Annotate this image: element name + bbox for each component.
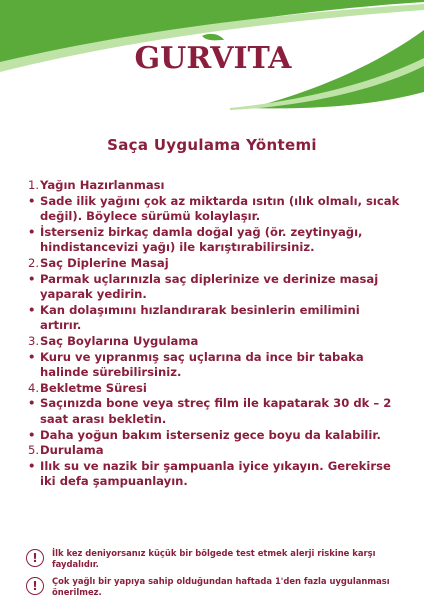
- bullet-text: Saçınızda bone veya streç film ile kapatarak 30 dk – 2 saat arası bekletin.: [40, 396, 392, 426]
- bullet-text: İsterseniz birkaç damla doğal yağ (ör. zeytinyağı, hindistancevizi yağı) ile karıştırabilirsiniz.: [40, 224, 363, 255]
- step-heading: [28, 443, 400, 459]
- warning-item: [26, 548, 396, 570]
- step-number: 2.: [28, 255, 40, 270]
- bullet-icon: •: [28, 302, 36, 317]
- step-heading: [28, 256, 400, 272]
- bullet-item: [28, 396, 400, 427]
- warning-text: Çok yağlı bir yapıya sahip olduğundan haftada 1'den fazla uygulanması önerilmez.: [52, 576, 390, 597]
- bullet-icon: •: [28, 427, 36, 442]
- bullet-item: [28, 350, 400, 381]
- bullet-icon: •: [28, 224, 36, 239]
- step-heading: [28, 334, 400, 350]
- bullet-icon: •: [28, 458, 36, 473]
- bullet-item: [28, 194, 400, 225]
- logo-leaf: [202, 34, 224, 40]
- bullet-item: [28, 225, 400, 256]
- bullet-text: Daha yoğun bakım isterseniz gece boyu da kalabilir.: [40, 427, 381, 442]
- bullet-icon: •: [28, 271, 36, 286]
- step-number: 4.: [28, 380, 40, 395]
- bullet-icon: •: [28, 349, 36, 364]
- step-number: 5.: [28, 443, 40, 458]
- step-title: Saç Diplerine Masaj: [40, 255, 169, 270]
- step-heading: [28, 178, 400, 194]
- logo-wordmark: GURVITA: [134, 41, 292, 76]
- bullet-icon: •: [28, 193, 36, 208]
- instructions: [28, 178, 400, 490]
- bullet-text: Kan dolaşımını hızlandırarak besinlerin emilimini artırır.: [40, 302, 360, 333]
- bullet-item: [28, 459, 400, 490]
- exclamation-icon: !: [26, 577, 44, 595]
- bullet-icon: •: [28, 396, 36, 411]
- step-heading: [28, 381, 400, 397]
- warning-text: İlk kez deniyorsanız küçük bir bölgede test etmek alerji riskine karşı faydalıdır.: [52, 548, 376, 569]
- gurvita-logo: [134, 32, 292, 84]
- page-title: Saça Uygulama Yöntemi: [107, 136, 317, 154]
- warning-item: [26, 576, 396, 598]
- exclamation-icon: !: [26, 549, 44, 567]
- step-number: 1.: [28, 178, 40, 192]
- bullet-text: Parmak uçlarınızla saç diplerinize ve derinize masaj yaparak yedirin.: [40, 271, 379, 302]
- step-title: Durulama: [40, 443, 104, 458]
- bullet-item: [28, 272, 400, 303]
- step-title: Saç Boylarına Uygulama: [40, 333, 199, 348]
- step-number: 3.: [28, 333, 40, 348]
- bullet-text: Ilık su ve nazik bir şampuanla iyice yıkayın. Gerekirse iki defa şampuanlayın.: [40, 458, 391, 489]
- step-title: Bekletme Süresi: [40, 380, 147, 395]
- bullet-text: Kuru ve yıpranmış saç uçlarına da ince bir tabaka halinde sürebilirsiniz.: [40, 349, 364, 380]
- warnings: [26, 548, 396, 604]
- bullet-text: Sade ilik yağını çok az miktarda ısıtın (ılık olmalı, sıcak değil). Böylece sürümü kolaylaşır.: [40, 193, 400, 224]
- bullet-item: [28, 303, 400, 334]
- bullet-item: [28, 428, 400, 444]
- step-title: Yağın Hazırlanması: [40, 178, 165, 192]
